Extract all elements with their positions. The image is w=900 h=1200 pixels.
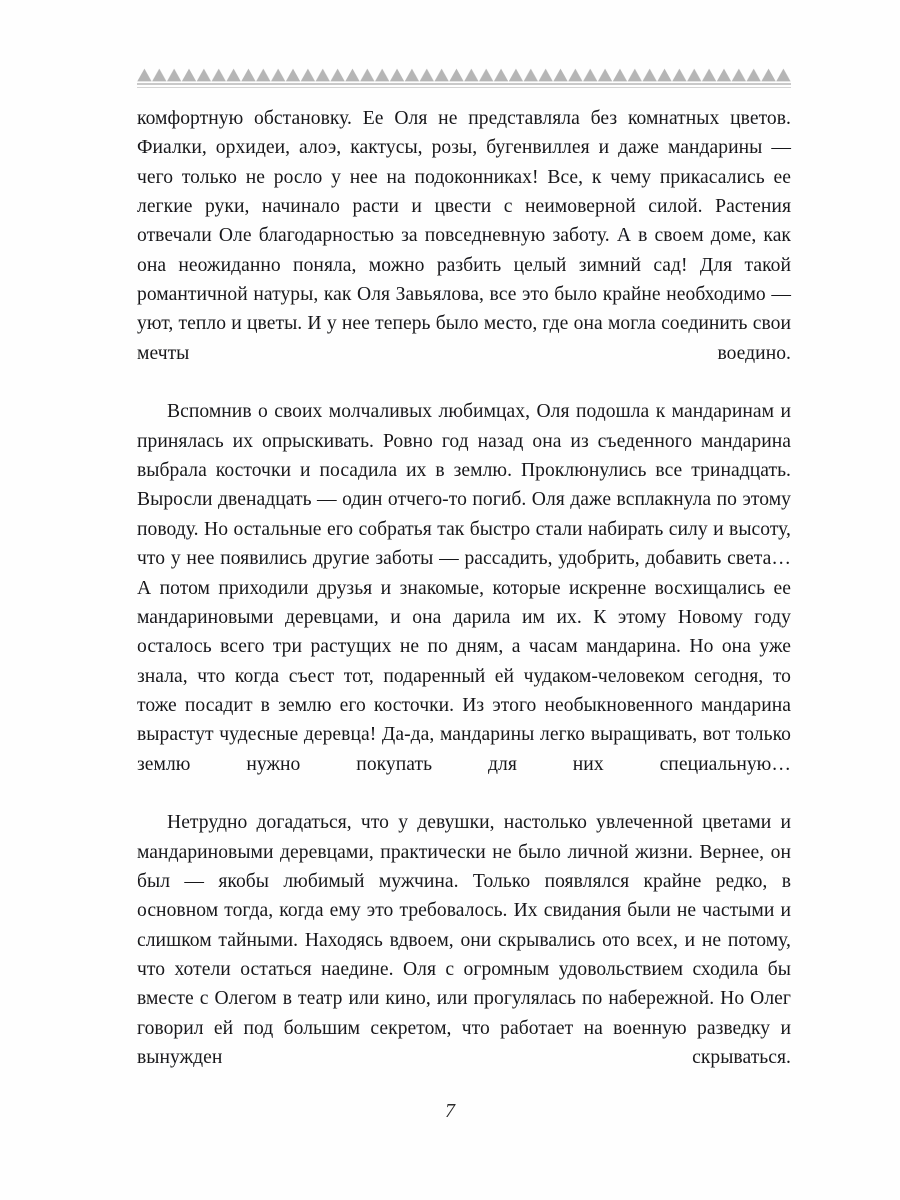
paragraph-2: Вспомнив о своих молчаливых любимцах, Оля подошла к мандаринам и принялась их опрыскивать. Ровно год назад она из съеденного мандарина выбрала косточки и посадила их в землю. Проклюнулись все тринадцать. Выросли двенадцать — один отчего-то погиб. Оля даже всплакнула по этому поводу. Но остальные его собратья так быстро стали набирать силу и высоту, что у нее появились другие заботы — рассадить, удобрить, добавить света… А потом приходили друзья и знакомые, которые искренне восхищались ее мандариновыми деревцами, и она дарила им их. К этому Новому году осталось всего три растущих не по дням, а часам мандарина. Но она уже знала, что когда съест тот, подаренный ей чудаком-человеком сегодня, то тоже посадит в землю его косточки. Из этого необыкновенного мандарина вырастут чудесные деревца! Да-да, мандарины легко выращивать, вот только землю нужно покупать для них специальную… bbox=[137, 401, 791, 775]
triangle-band-icon bbox=[137, 68, 791, 82]
paragraph-1: комфортную обстановку. Ее Оля не представляла без комнатных цветов. Фиалки, орхидеи, алоэ, кактусы, розы, бугенвиллея и даже мандарины — чего только не росло у нее на подоконниках! Все, к чему прикасались ее легкие руки, начинало расти и цвести с неимоверной силой. Растения отвечали Оле благодарностью за повседневную заботу. А в своем доме, как она неожиданно поняла, можно разбить целый зимний сад! Для такой романтичной натуры, как Оля Завьялова, все это было крайне необходимо — уют, тепло и цветы. И у нее теперь было место, где она могла соединить свои мечты воедино. bbox=[137, 108, 791, 364]
paragraph-3: Нетрудно догадаться, что у девушки, настолько увлеченной цветами и мандариновыми деревцами, практически не было личной жизни. Вернее, он был — якобы любимый мужчина. Только появлялся крайне редко, в основном тогда, когда ему это требовалось. Их свидания были не частыми и слишком тайными. Находясь вдвоем, они скрывались ото всех, и не потому, что хотели остаться наедине. Оля с огромным удовольствием сходила бы вместе с Олегом в театр или кино, или прогулялась по набережной. Но Олег говорил ей под большим секретом, что работает на военную разведку и вынужден скрываться. bbox=[137, 812, 791, 1068]
page-body-text bbox=[137, 104, 791, 1102]
header-ornament bbox=[137, 68, 791, 92]
ornament-rule-bottom bbox=[137, 87, 791, 88]
page-number: 7 bbox=[445, 1100, 455, 1122]
ornament-rule-top bbox=[137, 83, 791, 85]
